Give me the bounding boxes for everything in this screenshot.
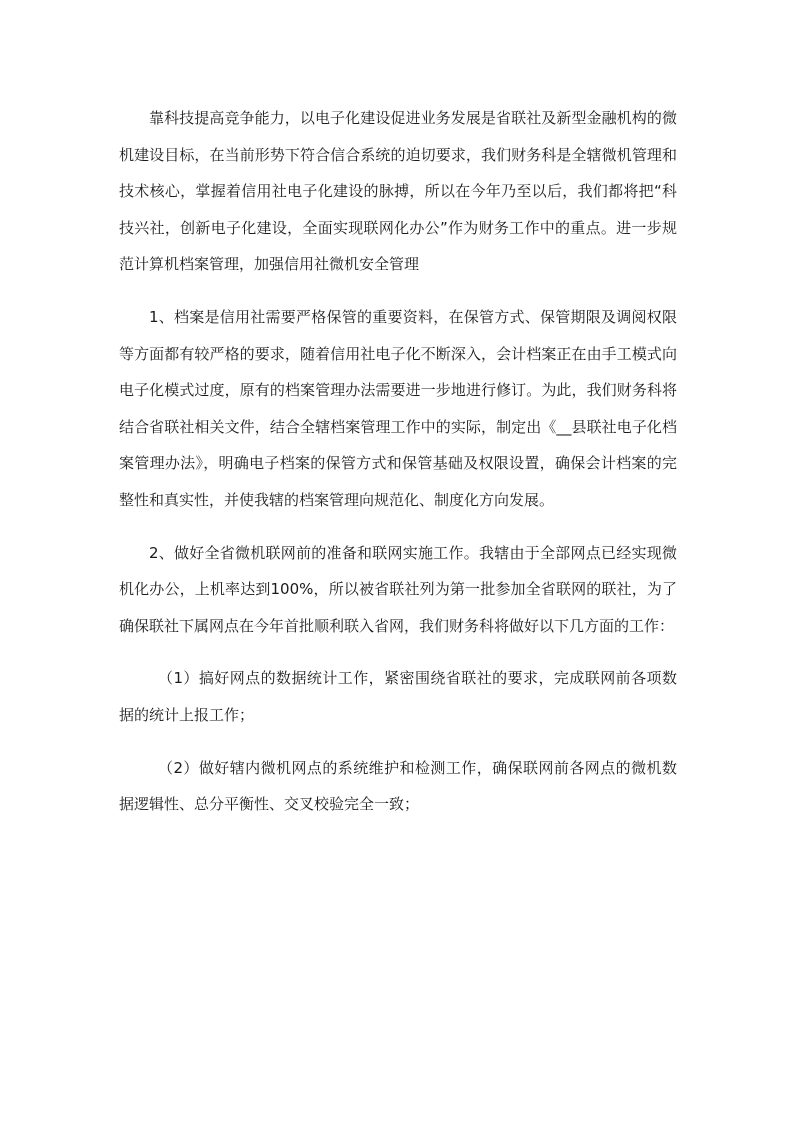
paragraph-intro: 靠科技提高竞争能力，以电子化建设促进业务发展是省联社及新型金融机构的微机建设目标，在当前形势下符合信合系统的迫切要求，我们财务科是全辖微机管理和技术核心，掌握着信用社电子化建设的脉搏，所以在今年乃至以后，我们都将把“科技兴社，创新电子化建设，全面实现联网化办公”作为财务工作中的重点。进一步规范计算机档案管理，加强信用社微机安全管理 [119, 109, 677, 274]
document-page [119, 100, 677, 823]
paragraph-item-1: （1）搞好网点的数据统计工作，紧密围绕省联社的要求，完成联网前各项数据的统计上报工作； [119, 669, 677, 724]
paragraph-archive-management: 1、档案是信用社需要严格保管的重要资料，在保管方式、保管期限及调阅权限等方面都有较严格的要求，随着信用社电子化不断深入，会计档案正在由手工模式向电子化模式过度，原有的档案管理办法需要进一步地进行修订。为此，我们财务科将结合省联社相关文件，结合全辖档案管理工作中的实际，制定出《__县联社电子化档案管理办法》，明确电子档案的保管方式和保管基础及权限设置，确保会计档案的完整性和真实性，并使我辖的档案管理向规范化、制度化方向发展。 [119, 307, 677, 509]
paragraph-item-2: （2）做好辖内微机网点的系统维护和检测工作，确保联网前各网点的微机数据逻辑性、总分平衡性、交叉校验完全一致； [119, 758, 677, 814]
paragraph-network-preparation: 2、做好全省微机联网前的准备和联网实施工作。我辖由于全部网点已经实现微机化办公，上机率达到100%，所以被省联社列为第一批参加全省联网的联社，为了确保联社下属网点在今年首批顺利联入省网，我们财务科将做好以下几方面的工作： [119, 543, 677, 635]
